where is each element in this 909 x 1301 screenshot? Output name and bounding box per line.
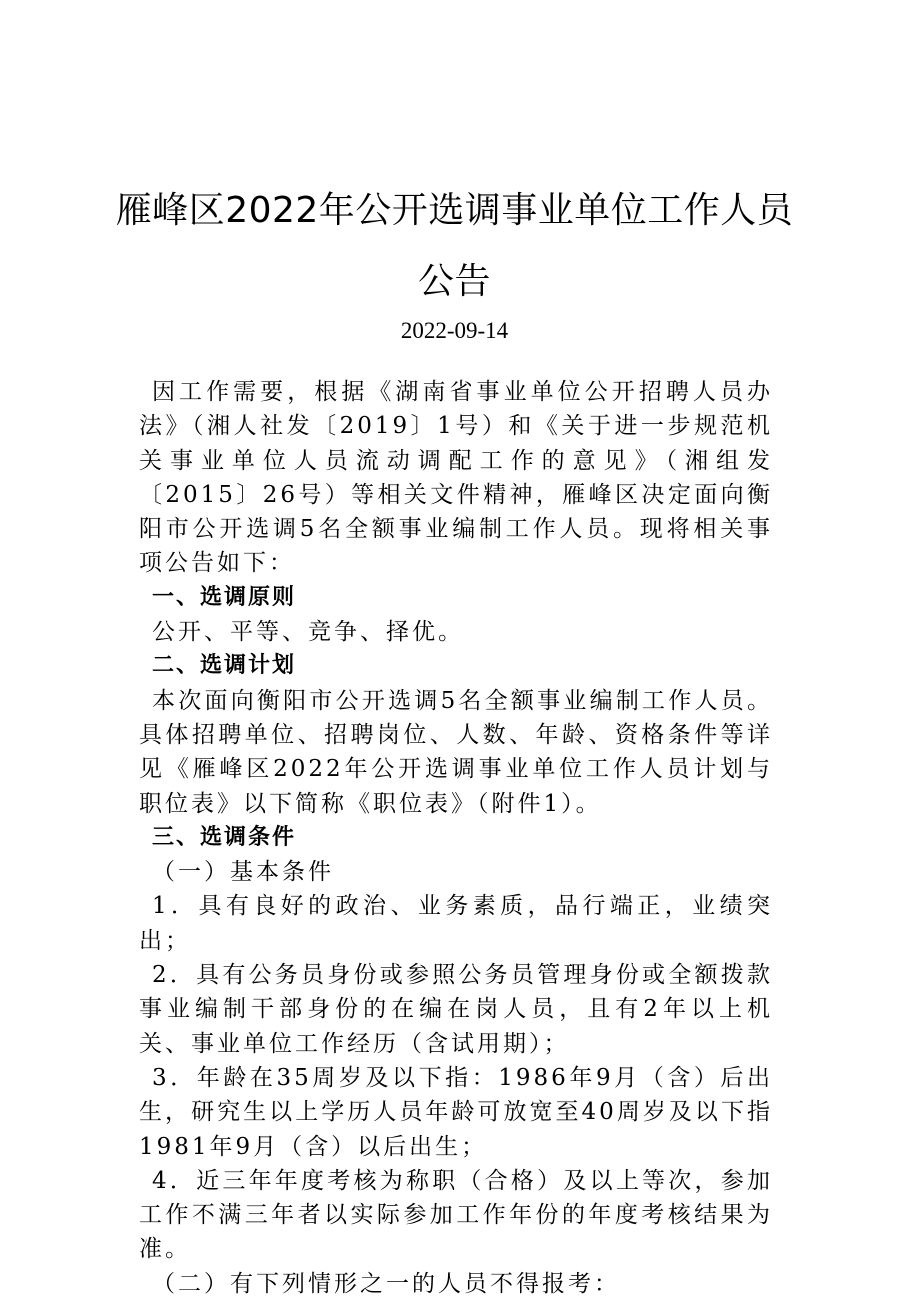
publish-date: 2022-09-14: [400, 318, 509, 343]
section-heading-plan: 二、选调计划: [152, 653, 297, 679]
condition-item-4: 4．近三年年度考核为称职（合格）及以上等次，参加工作不满三年者以实际参加工作年份的年度考核结果为准。: [139, 1167, 773, 1263]
condition-item-3: 3．年龄在35周岁及以下指：1986年9月（含）后出生，研究生以上学历人员年龄可放宽至40周岁及以下指1981年9月（含）以后出生；: [139, 1064, 773, 1160]
principles-paragraph: 公开、平等、竞争、择优。: [152, 619, 464, 646]
section-heading-conditions: 三、选调条件: [152, 824, 297, 850]
section-heading-principles: 一、选调原则: [152, 584, 297, 610]
subsection-exclusions: （二）有下列情形之一的人员不得报考：: [152, 1270, 620, 1297]
document-title-line-2: 公告: [417, 261, 491, 302]
condition-item-1: 1．具有良好的政治、业务素质，品行端正，业绩突出；: [139, 893, 773, 954]
plan-paragraph: 本次面向衡阳市公开选调5名全额事业编制工作人员。具体招聘单位、招聘岗位、人数、年龄、资格条件等详见《雁峰区2022年公开选调事业单位工作人员计划与职位表》以下简称《职位表》（附件1）。: [139, 687, 773, 817]
condition-item-2: 2．具有公务员身份或参照公务员管理身份或全额拨款事业编制干部身份的在编在岗人员，且有2年以上机关、事业单位工作经历（含试用期）；: [139, 962, 773, 1057]
subsection-basic-conditions: （一）基本条件: [152, 859, 334, 886]
document-title-line-1: 雁峰区2022年公开选调事业单位工作人员: [115, 190, 794, 231]
document-body: [139, 375, 773, 1301]
intro-paragraph: 因工作需要，根据《湖南省事业单位公开招聘人员办法》（湘人社发〔2019〕1号）和《关于进一步规范机关事业单位人员流动调配工作的意见》（湘组发〔2015〕26号）等相关文件精神，雁峰区决定面向衡阳市公开选调5名全额事业编制工作人员。现将相关事项公告如下：: [139, 379, 773, 577]
